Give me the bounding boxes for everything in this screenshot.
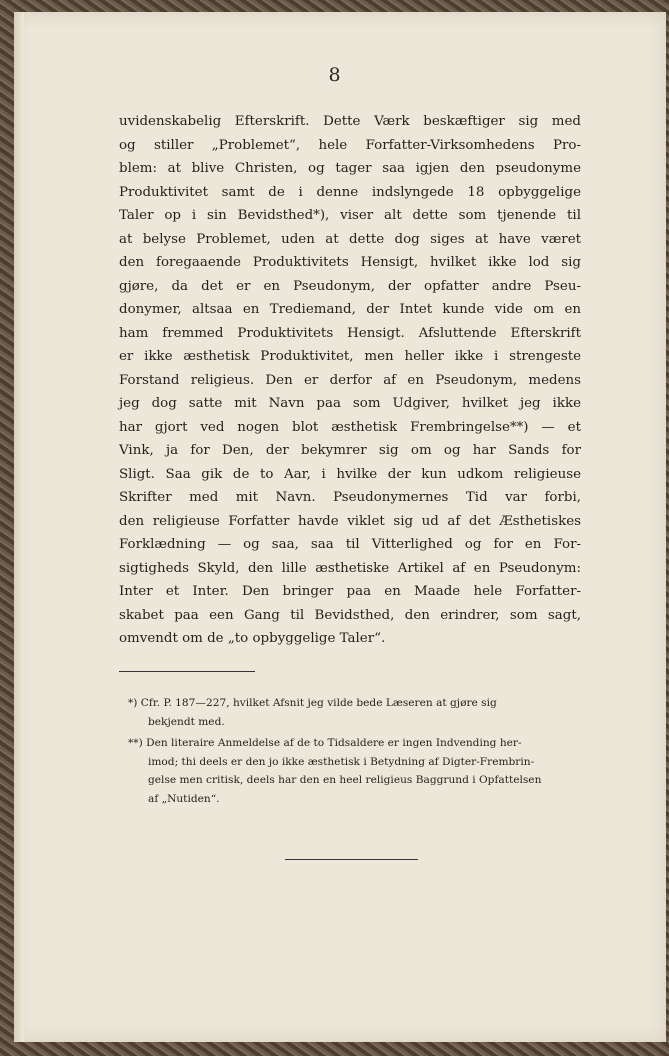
text-line: den foregaaende Produktivitets Hensigt, hvilket ikke lod sig	[119, 255, 581, 270]
footnote	[128, 734, 580, 808]
text-line: Sligt. Saa gik de to Aar, i hvilke der kun udkom religieuse	[119, 466, 581, 482]
text-line: sigtigheds Skyld, den lille æsthetiske Artikel af en Pseudonym:	[119, 560, 581, 576]
text-line: jeg dog satte mit Navn paa som Udgiver, hvilket jeg ikke	[119, 396, 581, 411]
closing-divider	[285, 859, 418, 860]
text-line: skabet paa een Gang til Bevidsthed, den erindrer, som sagt,	[119, 607, 581, 623]
body-text	[119, 110, 581, 651]
footnote-line: imod; thi deels er den jo ikke æsthetisk i Betydning af Digter-Frembrin-	[148, 755, 535, 768]
text-line: Forklædning — og saa, saa til Vitterlighed og for en For-	[119, 537, 581, 552]
text-line: Produktivitet samt de i denne indslyngede 18 opbyggelige	[119, 184, 581, 200]
footnote	[128, 694, 580, 731]
text-line: den religieuse Forfatter havde viklet sig ud af det Æsthetiskes	[119, 513, 581, 529]
footnotes	[128, 694, 580, 812]
footnote-divider	[119, 671, 255, 672]
text-line: gjøre, da det er en Pseudonym, der opfatter andre Pseu-	[119, 278, 581, 294]
page-number: 8	[328, 64, 341, 86]
footnote-line: bekjendt med.	[148, 715, 225, 728]
text-line: blem: at blive Christen, og tager saa igjen den pseudonyme	[119, 161, 581, 176]
text-line: donymer, altsaa en Trediemand, der Intet kunde vide om en	[119, 302, 581, 317]
text-line: har gjort ved nogen blot æsthetisk Frembringelse**) — et	[119, 419, 581, 435]
footnote-line: gelse men critisk, deels har den en heel religieus Baggrund i Opfattelsen	[148, 774, 542, 787]
text-line: Taler op i sin Bevidsthed*), viser alt dette som tjenende til	[119, 208, 581, 223]
footnote-line: *) Cfr. P. 187—227, hvilket Afsnit jeg vilde bede Læseren at gjøre sig	[128, 697, 497, 709]
text-line: Skrifter med mit Navn. Pseudonymernes Tid var forbi,	[119, 490, 581, 505]
text-line: Vink, ja for Den, der bekymrer sig om og har Sands for	[119, 443, 581, 458]
text-line: Forstand religieus. Den er derfor af en Pseudonym, medens	[119, 372, 581, 388]
text-line: og stiller „Problemet“, hele Forfatter-Virksomhedens Pro-	[119, 137, 581, 153]
text-line: at belyse Problemet, uden at dette dog siges at have været	[119, 231, 581, 247]
text-line: uvidenskabelig Efterskrift. Dette Værk beskæftiger sig med	[119, 114, 581, 129]
text-line: omvendt om de „to opbyggelige Taler“.	[119, 631, 386, 646]
footnote-line: **) Den literaire Anmeldelse af de to Tidsaldere er ingen Indvending her-	[128, 737, 522, 750]
text-line: ham fremmed Produktivitets Hensigt. Afsluttende Efterskrift	[119, 325, 581, 341]
page-gutter-shadow	[14, 12, 24, 1042]
text-line: Inter et Inter. Den bringer paa en Maade hele Forfatter-	[119, 584, 581, 599]
footnote-line: af „Nutiden“.	[148, 792, 220, 805]
text-line: er ikke æsthetisk Produktivitet, men heller ikke i strengeste	[119, 349, 581, 364]
